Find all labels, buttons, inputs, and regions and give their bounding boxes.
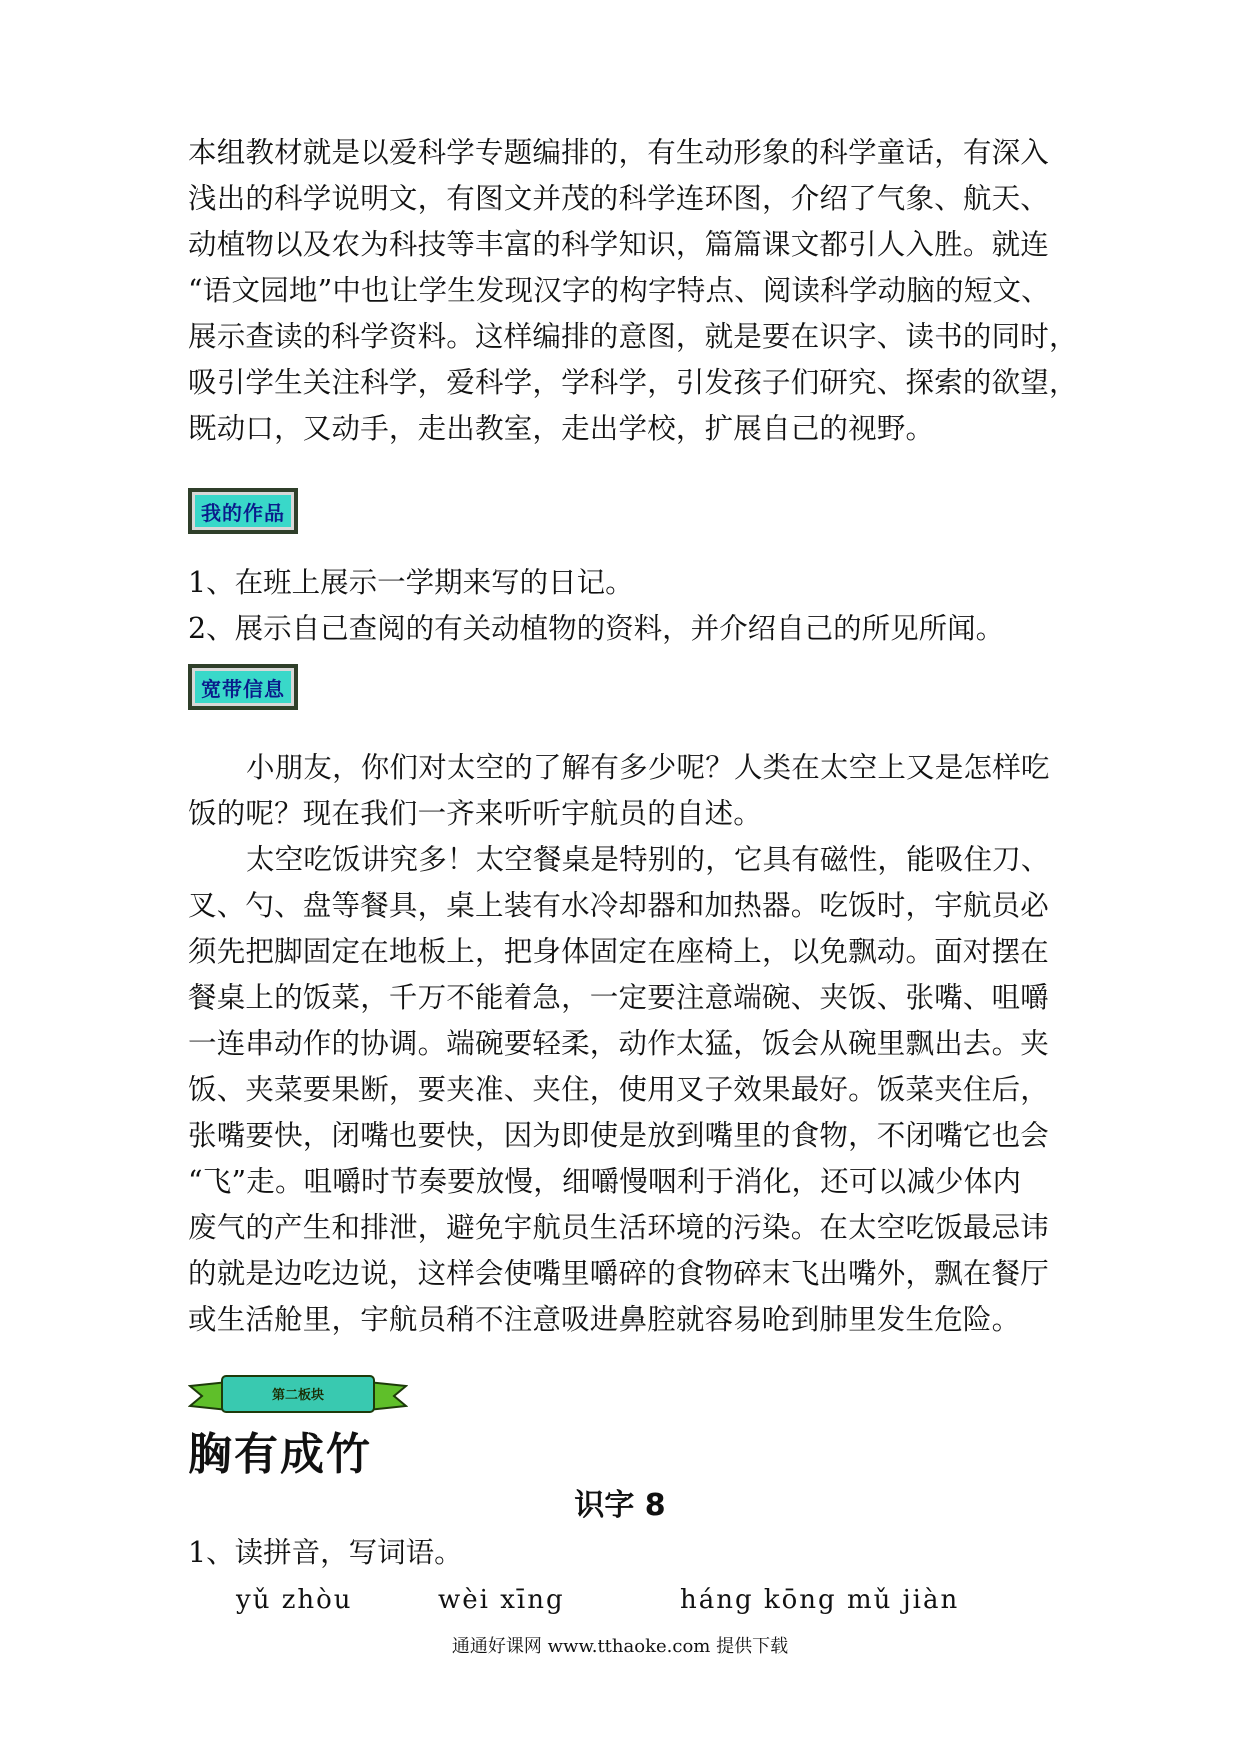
text-line: 太空吃饭讲究多！太空餐桌是特别的，它具有磁性，能吸住刀、 [246, 843, 1050, 876]
pinyin-word-3: háng kōng mǔ jiàn [680, 1585, 960, 1615]
text-line: 废气的产生和排泄，避免宇航员生活环境的污染。在太空吃饭最忌讳 [188, 1211, 1050, 1244]
info-paragraph-1 [188, 745, 1058, 837]
works-badge [188, 488, 298, 534]
section-heading: 识字 8 [574, 1488, 666, 1523]
text-line: 张嘴要快，闭嘴也要快，因为即使是放到嘴里的食物，不闭嘴它也会 [188, 1119, 1050, 1152]
text-line: “语文园地”中也让学生发现汉字的构字特点、阅读科学动脑的短文、 [188, 274, 1050, 307]
text-line: 饭、夹菜要果断，要夹准、夹住，使用叉子效果最好。饭菜夹住后， [188, 1073, 1050, 1106]
info-badge-face [192, 668, 294, 706]
text-line: 既动口，又动手，走出教室，走出学校，扩展自己的视野。 [188, 412, 935, 445]
text-line: 一连串动作的协调。端碗要轻柔，动作太猛，饭会从碗里飘出去。夹 [188, 1027, 1050, 1060]
works-badge-face [192, 492, 294, 530]
text-line: 吸引学生关注科学，爱科学，学科学，引发孩子们研究、探索的欲望， [188, 366, 1078, 399]
pinyin-row [0, 1585, 1240, 1625]
page-footer: 通通好课网 www.tthaoke.com 提供下载 [451, 1636, 789, 1657]
text-line: 本组教材就是以爱科学专题编排的，有生动形象的科学童话，有深入 [188, 136, 1050, 169]
banner-title: 胸有成竹 [188, 1429, 372, 1480]
info-badge [188, 664, 298, 710]
text-line: 的就是边吃边说，这样会使嘴里嚼碎的食物碎末飞出嘴外，飘在餐厅 [188, 1257, 1050, 1290]
pinyin-word-2: wèi xīng [438, 1585, 565, 1615]
works-list-item-2: 2、展示自己查阅的有关动植物的资料，并介绍自己的所见所闻。 [188, 612, 1005, 645]
text-line: 动植物以及农为科技等丰富的科学知识，篇篇课文都引人入胜。就连 [188, 228, 1050, 261]
text-line: 饭的呢？现在我们一齐来听听宇航员的自述。 [188, 797, 763, 830]
works-badge-label: 我的作品 [201, 500, 285, 525]
works-list-item-1: 1、在班上展示一学期来写的日记。 [188, 566, 634, 599]
info-badge-label: 宽带信息 [201, 676, 285, 701]
text-line: 展示查读的科学资料。这样编排的意图，就是要在识字、读书的同时， [188, 320, 1078, 353]
section-banner [188, 1372, 408, 1480]
banner-label: 第二板块 [271, 1388, 324, 1403]
text-line: 小朋友，你们对太空的了解有多少呢？人类在太空上又是怎样吃 [246, 751, 1050, 784]
text-line: 须先把脚固定在地板上，把身体固定在座椅上，以免飘动。面对摆在 [188, 935, 1050, 968]
text-line: 叉、勺、盘等餐具，桌上装有水冷却器和加热器。吃饭时，宇航员必 [188, 889, 1050, 922]
text-line: 餐桌上的饭菜，千万不能着急，一定要注意端碗、夹饭、张嘴、咀嚼 [188, 981, 1050, 1014]
pinyin-word-1: yǔ zhòu [236, 1585, 353, 1615]
info-paragraph-2 [188, 837, 1058, 1343]
exercise-instruction: 1、读拼音，写词语。 [188, 1536, 463, 1569]
intro-paragraph [188, 130, 1078, 452]
text-line: “飞”走。咀嚼时节奏要放慢，细嚼慢咽利于消化，还可以减少体内 [188, 1165, 1022, 1198]
text-line: 浅出的科学说明文，有图文并茂的科学连环图，介绍了气象、航天、 [188, 182, 1050, 215]
text-line: 或生活舱里，宇航员稍不注意吸进鼻腔就容易呛到肺里发生危险。 [188, 1303, 1021, 1336]
